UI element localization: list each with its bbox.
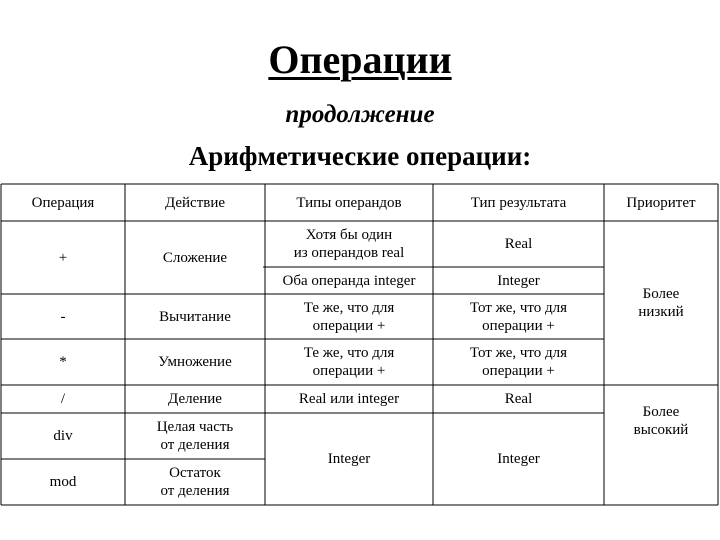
header-result-type: Тип результата	[470, 194, 567, 211]
types-plus-real: Хотя бы один из операндов real	[293, 227, 405, 261]
op-minus: -	[60, 308, 66, 325]
action-integer-division: Целая часть от деления	[156, 419, 234, 453]
result-multiply: Тот же, что для операции +	[469, 345, 568, 379]
action-addition: Сложение	[162, 249, 228, 266]
priority-higher: Более высокий	[633, 404, 689, 438]
priority-lower: Более низкий	[638, 286, 684, 320]
types-div-mod: Integer	[327, 451, 371, 467]
header-operand-types: Типы операндов	[296, 194, 402, 211]
result-plus-real: Real	[504, 236, 533, 252]
op-divide: /	[60, 391, 66, 407]
header-operation: Операция	[31, 194, 95, 211]
types-multiply: Те же, что для операции +	[303, 345, 395, 379]
result-minus: Тот же, что для операции +	[469, 299, 568, 334]
op-plus: +	[58, 249, 68, 266]
op-multiply: *	[59, 354, 67, 370]
slide-subtitle: продолжение	[285, 101, 435, 128]
header-action: Действие	[164, 194, 226, 211]
section-heading: Арифметические операции:	[188, 141, 532, 171]
op-div: div	[53, 428, 73, 444]
types-divide: Real или integer	[298, 391, 400, 407]
result-divide: Real	[504, 391, 533, 407]
types-minus: Те же, что для операции +	[303, 299, 395, 334]
header-priority: Приоритет	[626, 194, 696, 211]
types-plus-integer: Оба операнда integer	[282, 272, 416, 289]
result-plus-integer: Integer	[497, 272, 540, 289]
action-division: Деление	[168, 391, 222, 407]
slide-title: Операции	[268, 37, 452, 82]
action-subtraction: Вычитание	[159, 308, 231, 325]
action-remainder: Остаток от деления	[160, 465, 230, 499]
op-mod: mod	[49, 474, 77, 490]
result-div-mod: Integer	[497, 451, 540, 467]
action-multiplication: Умножение	[158, 354, 232, 370]
